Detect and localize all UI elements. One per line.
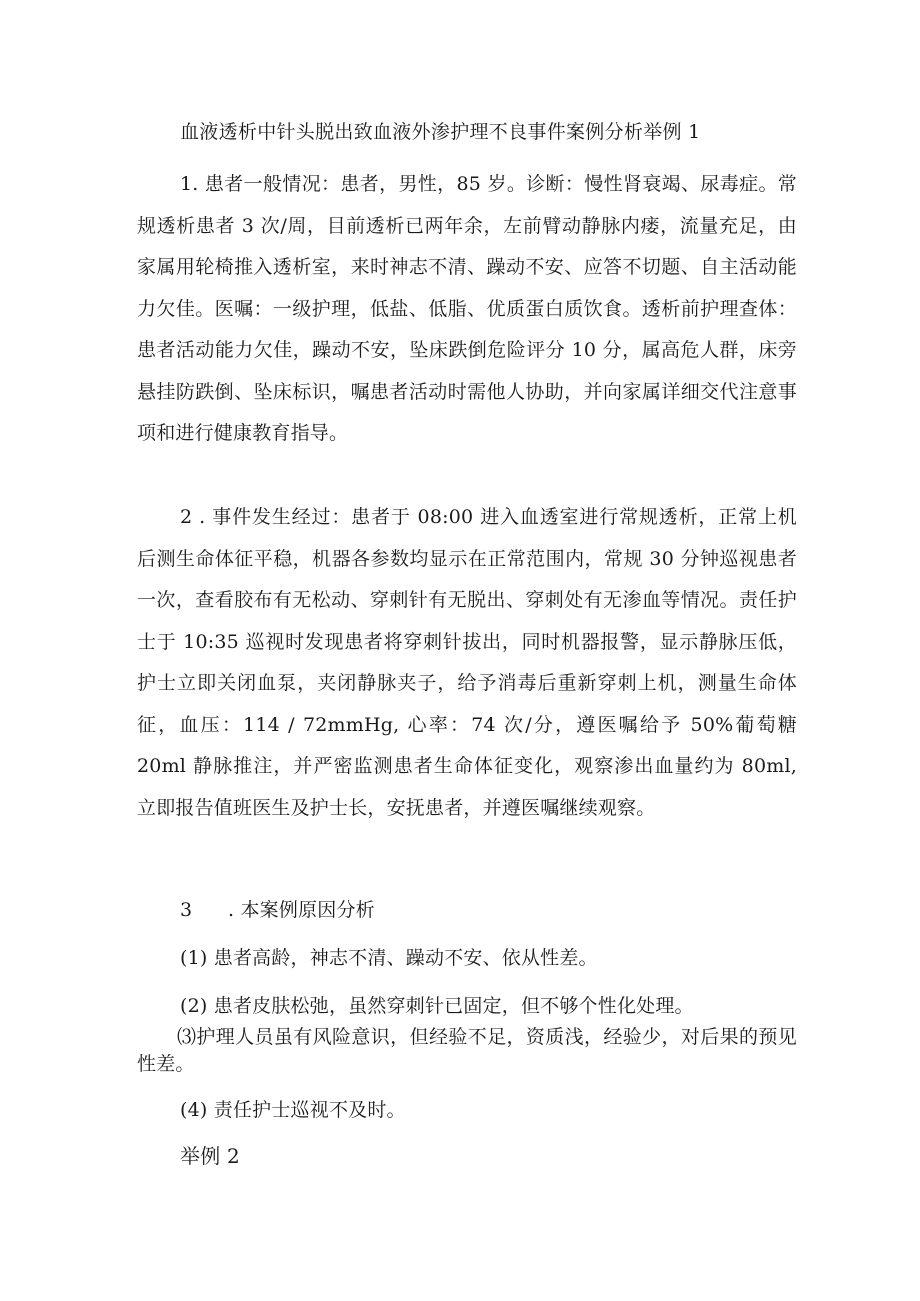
- document-title: 血液透析中针头脱出致血液外渗护理不良事件案例分析举例 1: [180, 121, 701, 143]
- cause-item-2: (2) 患者皮肤松弛，虽然穿刺针已固定，但不够个性化处理。: [180, 995, 694, 1017]
- section-event-process: 2 . 事件发生经过：患者于 08:00 进入血透室进行常规透析，正常上机后测生命体征平稳，机器各参数均显示在正常范围内，常规 30 分钟巡视患者一次，查看胶布有无松动、穿刺针有无脱出、穿刺处有无渗血等情况。责任护士于 10:35 巡视时发现患者将穿刺针拔出，同时机器报警，显示静脉压低，护士立即关闭血泵，夹闭静脉夹子，给予消毒后重新穿刺上机，测量生命体征，血压：114 / 72mmHg, 心率：74 次/分，遵医嘱给予 50%葡萄糖 20ml 静脉推注，并严密监测患者生命体征变化，观察渗出血量约为 80ml, 立即报告值班医生及护士长，安抚患者，并遵医嘱继续观察。: [137, 506, 797, 819]
- section-patient-info: 1. 患者一般情况：患者，男性，85 岁。诊断：慢性肾衰竭、尿毒症。常规透析患者 3 次/周，目前透析已两年余，左前臂动静脉内瘘，流量充足，由家属用轮椅推入透析室，来时神志不清、躁动不安、应答不切题、自主活动能力欠佳。医嘱：一级护理，低盐、低脂、优质蛋白质饮食。透析前护理查体：患者活动能力欠佳，躁动不安，坠床跌倒危险评分 10 分，属高危人群，床旁悬挂防跌倒、坠床标识，嘱患者活动时需他人协助，并向家属详细交代注意事项和进行健康教育指导。: [137, 173, 797, 444]
- section-cause-heading: [180, 896, 375, 924]
- cause-item-1: (1) 患者高龄，神志不清、躁动不安、依从性差。: [180, 947, 598, 969]
- example-2-heading: 举例 2: [180, 1144, 240, 1168]
- cause-item-3: ⑶护理人员虽有风险意识，但经验不足，资质浅，经验少，对后果的预见性差。: [137, 1026, 797, 1075]
- section-number: 3: [180, 899, 193, 921]
- cause-item-4: (4) 责任护士巡视不及时。: [180, 1099, 406, 1121]
- section-heading-text: . 本案例原因分析: [228, 899, 375, 921]
